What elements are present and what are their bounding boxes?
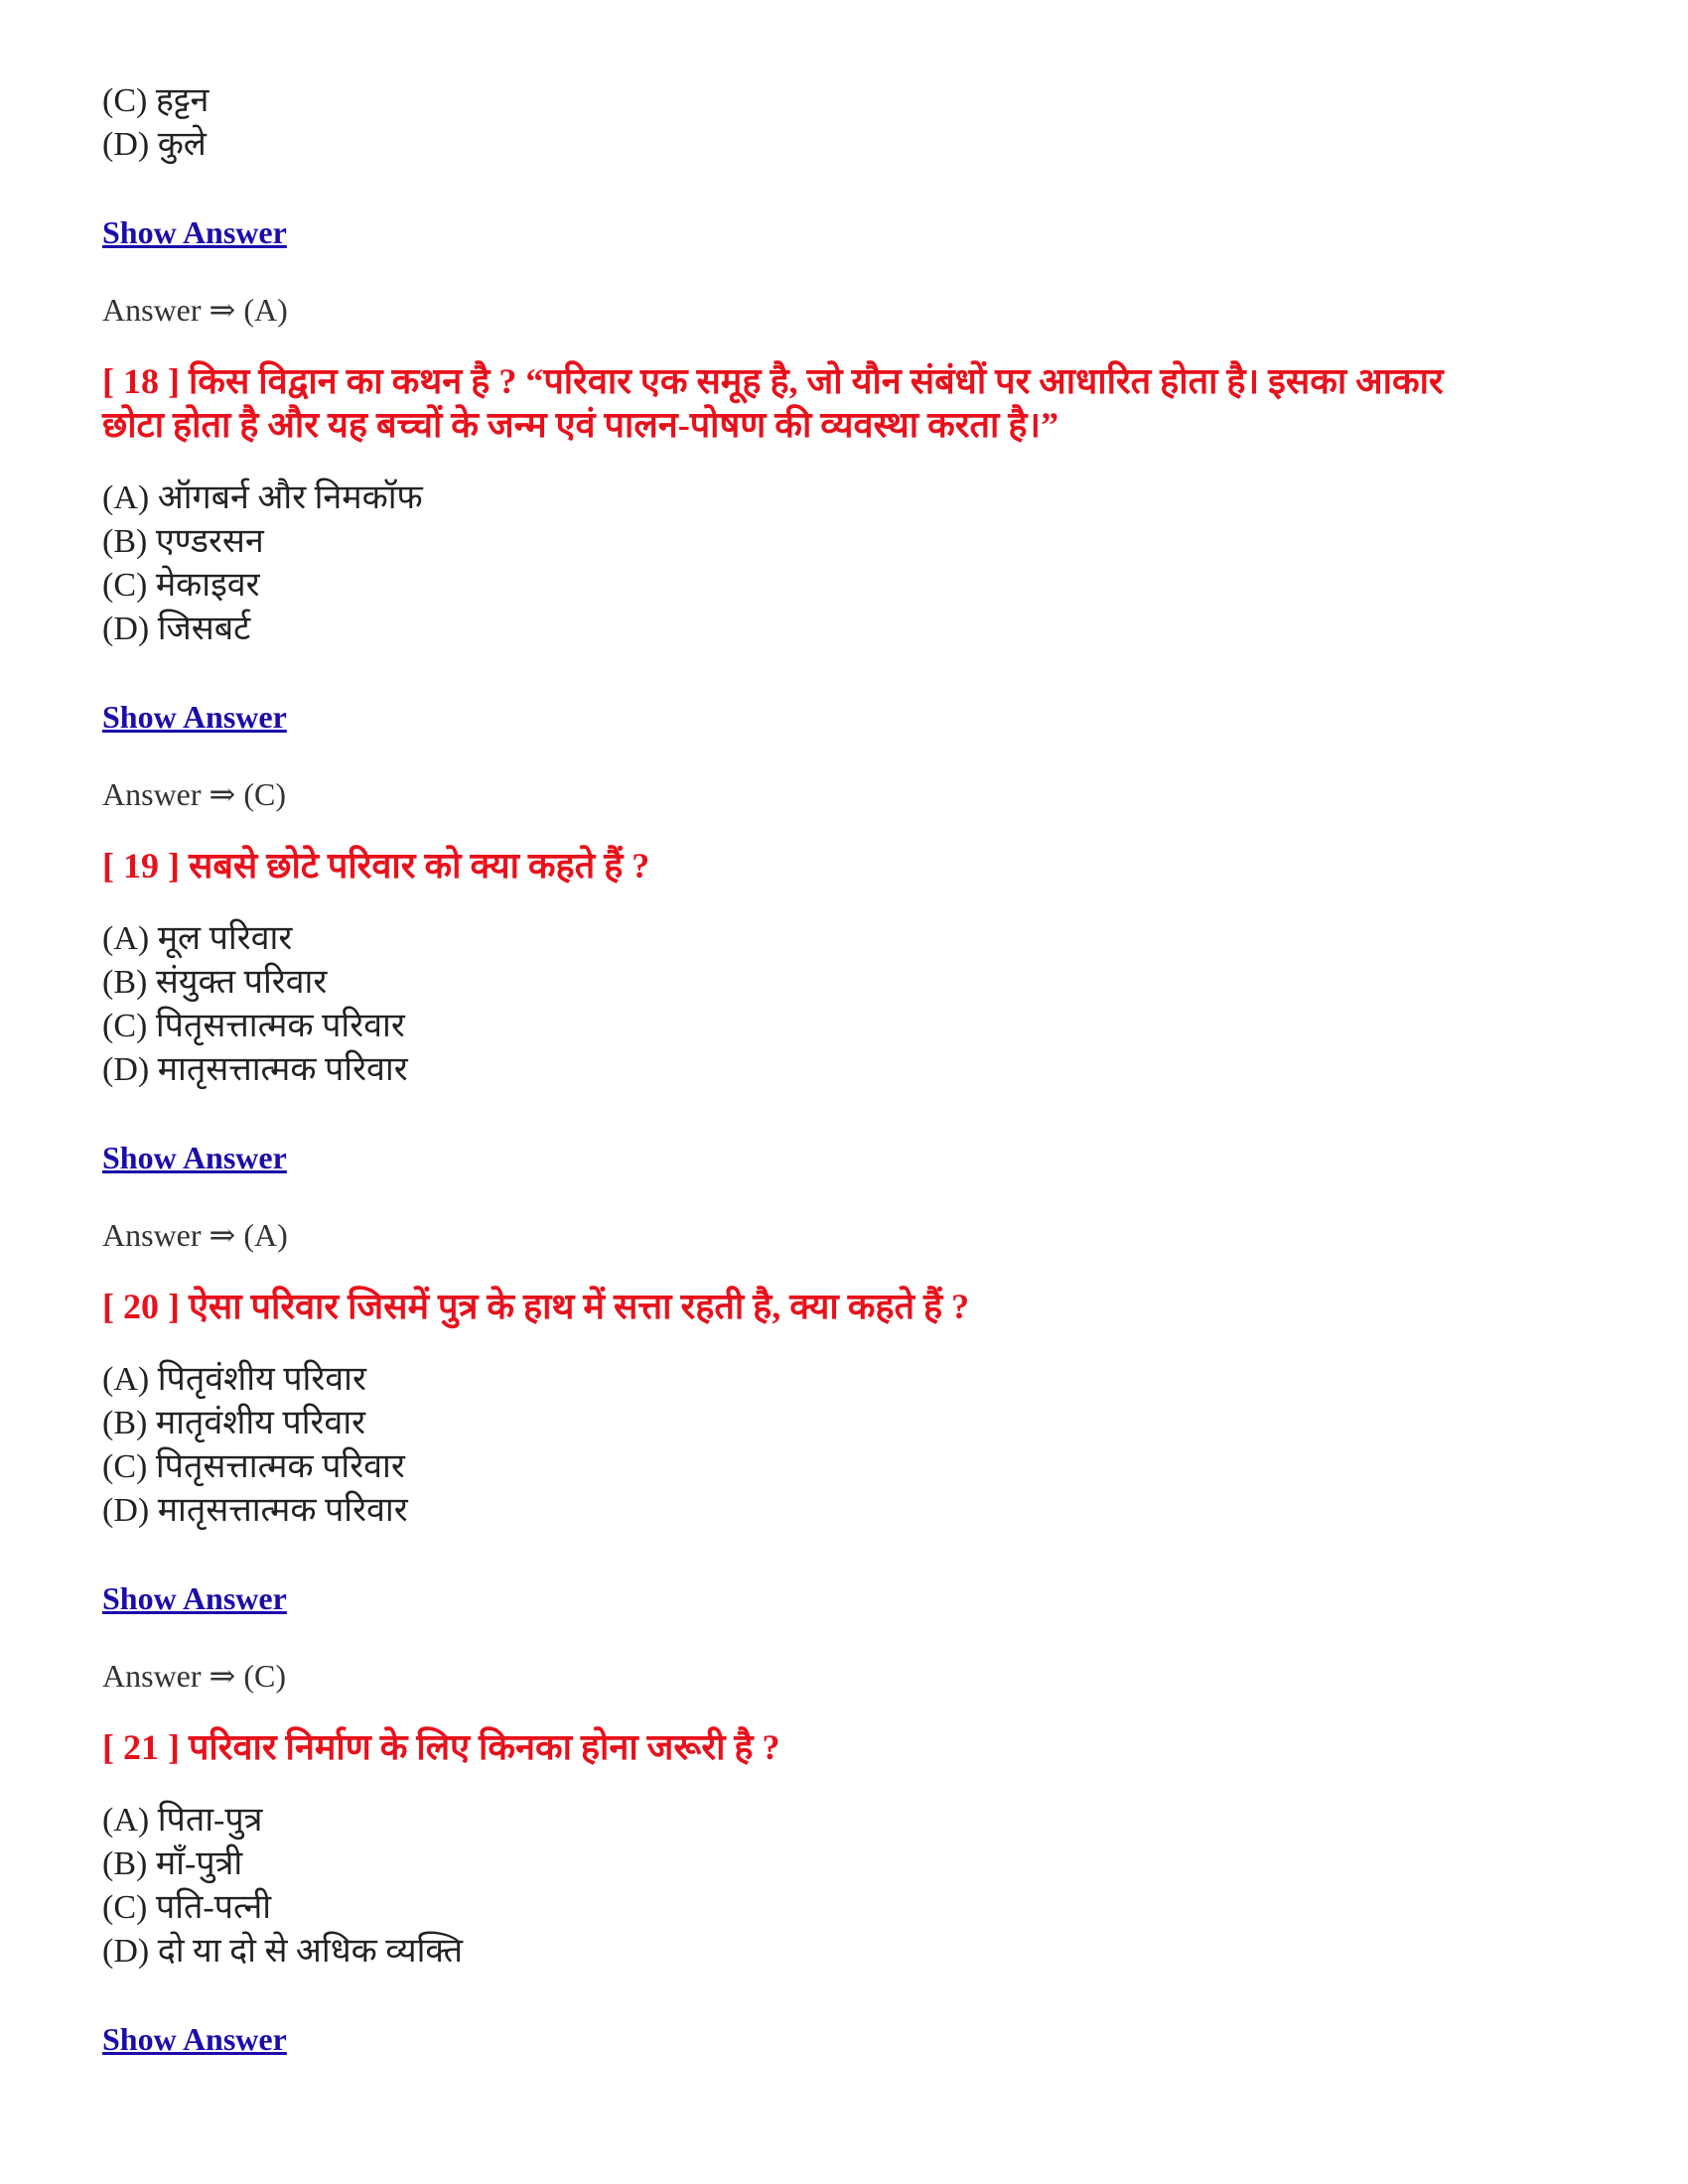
question-19-options xyxy=(102,917,1592,1092)
option-a: (A) मूल परिवार xyxy=(102,920,293,957)
question-21 xyxy=(102,1725,1592,1769)
show-answer-link[interactable]: Show Answer xyxy=(102,699,287,735)
question-20-line-1: [ 20 ] ऐसा परिवार जिसमें पुत्र के हाथ में सत्ता रहती है, क्या कहते हैं ? xyxy=(102,1287,970,1326)
option-d: (D) दो या दो से अधिक व्यक्ति xyxy=(102,1933,463,1970)
options-list xyxy=(102,79,1592,167)
option-c: (C) पितृसत्तात्मक परिवार xyxy=(102,1448,405,1485)
answer-text: Answer ⇒ (C) xyxy=(102,776,286,812)
option-d: (D) जिसबर्ट xyxy=(102,611,251,647)
option-b: (B) संयुक्त परिवार xyxy=(102,964,328,1001)
show-answer-link[interactable]: Show Answer xyxy=(102,214,287,250)
option-b: (B) एण्डरसन xyxy=(102,523,264,560)
option-c: (C) हट्टन xyxy=(102,82,210,119)
answer-text: Answer ⇒ (A) xyxy=(102,1217,288,1253)
option-a: (A) पितृवंशीय परिवार xyxy=(102,1361,366,1398)
answer-text: Answer ⇒ (A) xyxy=(102,292,288,328)
option-a: (A) ऑगबर्न और निमकॉफ xyxy=(102,479,423,516)
show-answer-link[interactable]: Show Answer xyxy=(102,1580,287,1616)
answer-text: Answer ⇒ (C) xyxy=(102,1658,286,1694)
question-18-line-2: छोटा होता है और यह बच्चों के जन्म एवं पालन-पोषण की व्यवस्था करता है।” xyxy=(102,405,1059,445)
question-18-line-1: [ 18 ] किस विद्वान का कथन है ? “परिवार एक समूह है, जो यौन संबंधों पर आधारित होता है। इसका आकार xyxy=(102,361,1444,401)
question-19-line-1: [ 19 ] सबसे छोटे परिवार को क्या कहते हैं ? xyxy=(102,846,650,886)
question-21-options xyxy=(102,1799,1592,1974)
option-d: (D) मातृसत्तात्मक परिवार xyxy=(102,1492,408,1529)
question-20-options xyxy=(102,1358,1592,1533)
question-21-line-1: [ 21 ] परिवार निर्माण के लिए किनका होना जरूरी है ? xyxy=(102,1727,780,1767)
question-18-options xyxy=(102,477,1592,651)
show-answer-link[interactable]: Show Answer xyxy=(102,2021,287,2057)
option-d: (D) मातृसत्तात्मक परिवार xyxy=(102,1051,408,1088)
option-b: (B) मातृवंशीय परिवार xyxy=(102,1405,366,1441)
show-answer-link[interactable]: Show Answer xyxy=(102,1140,287,1175)
question-20 xyxy=(102,1285,1592,1328)
option-b: (B) माँ-पुत्री xyxy=(102,1845,243,1882)
option-c: (C) मेकाइवर xyxy=(102,567,260,604)
option-c: (C) पितृसत्तात्मक परिवार xyxy=(102,1008,405,1044)
option-d: (D) कुले xyxy=(102,126,207,163)
option-c: (C) पति-पत्नी xyxy=(102,1889,272,1926)
question-18 xyxy=(102,359,1592,447)
option-a: (A) पिता-पुत्र xyxy=(102,1802,263,1839)
question-19 xyxy=(102,844,1592,887)
document-page xyxy=(102,79,1592,2059)
